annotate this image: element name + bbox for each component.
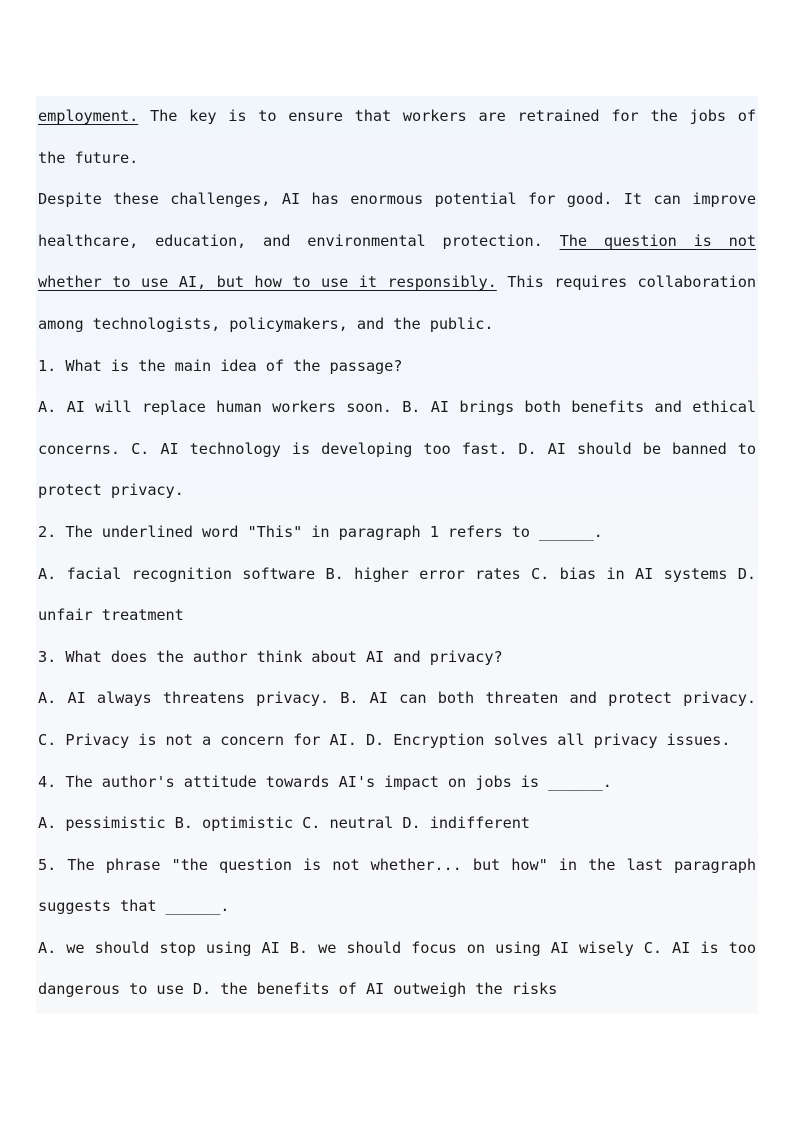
question-3-options: A. AI always threatens privacy. B. AI can both threaten and protect privacy. C. Privacy is not a concern for AI. D. Encryption solves all privacy issues.	[38, 689, 756, 749]
question-4-options: A. pessimistic B. optimistic C. neutral D. indifferent	[38, 814, 530, 833]
paragraph-2-text-after: This requires collaboration among technologists, policymakers, and the public.	[38, 273, 756, 333]
paragraph-2-text-before: Despite these challenges, AI has enormous potential for good. It can improve healthcare, education, and environmental protection.	[38, 190, 756, 250]
question-1-stem: 1. What is the main idea of the passage?	[38, 356, 403, 375]
question-3-stem: 3. What does the author think about AI and privacy?	[38, 647, 503, 666]
question-2-stem: 2. The underlined word "This" in paragraph 1 refers to ______.	[38, 522, 603, 541]
document-content	[36, 96, 758, 1014]
underlined-sentence-question: The question is not whether to use AI, but how to use it responsibly.	[38, 231, 756, 292]
question-2-options: A. facial recognition software B. higher error rates C. bias in AI systems D. unfair treatment	[38, 564, 756, 625]
question-1-options: A. AI will replace human workers soon. B. AI brings both benefits and ethical concerns. C. AI technology is developing too fast. D. AI should be banned to protect privacy.	[38, 398, 756, 500]
question-5-options: A. we should stop using AI B. we should focus on using AI wisely C. AI is too dangerous to use D. the benefits of AI outweigh the risks	[38, 938, 756, 999]
passage-paragraph-1	[36, 96, 758, 179]
passage-paragraph-2	[36, 179, 758, 345]
question-5-stem: 5. The phrase "the question is not whether... but how" in the last paragraph suggests that ______.	[38, 855, 756, 916]
underlined-phrase-employment: employment.	[38, 107, 139, 125]
paragraph-1-text: The key is to ensure that workers are retrained for the jobs of the future.	[38, 107, 756, 167]
question-4-stem: 4. The author's attitude towards AI's impact on jobs is ______.	[38, 772, 612, 791]
